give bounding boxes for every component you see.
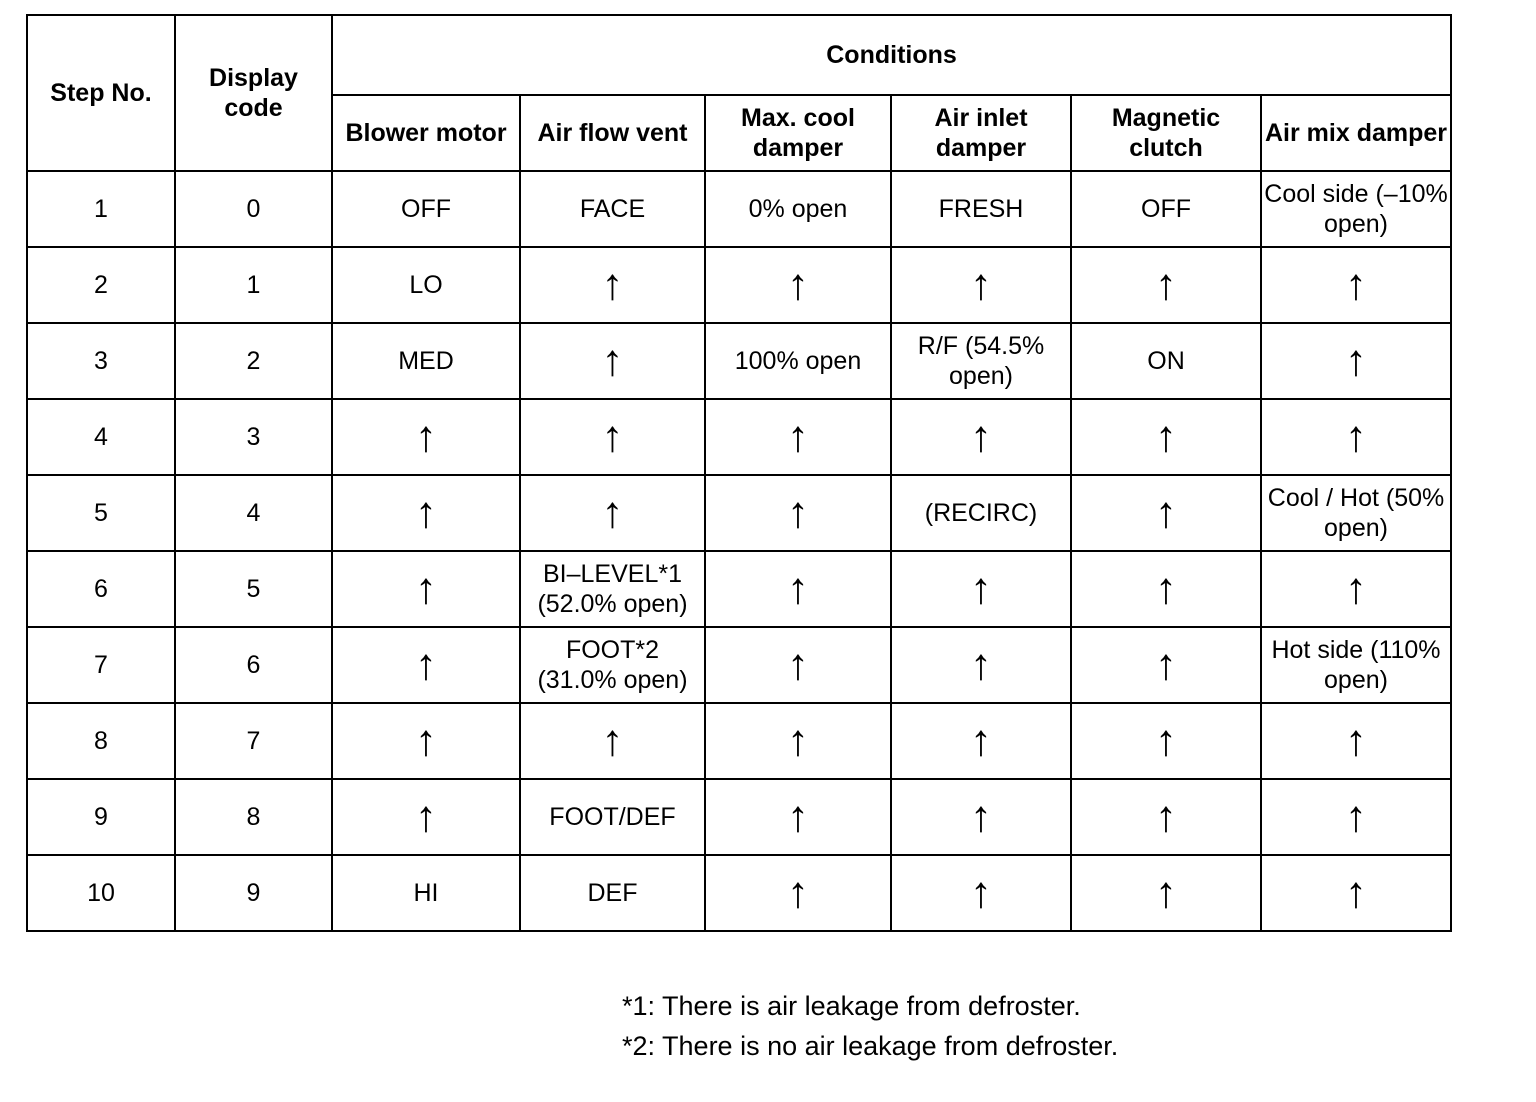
- up-arrow-icon: ↑: [1345, 260, 1368, 309]
- cell-air-inlet-damper-same-as-above: [891, 855, 1071, 931]
- cell-magnetic-clutch-same-as-above: [1071, 627, 1261, 703]
- cell-step-no: 10: [27, 855, 175, 931]
- up-arrow-icon: ↑: [787, 792, 809, 841]
- cell-air-flow-vent: DEF: [520, 855, 705, 931]
- up-arrow-icon: ↑: [970, 868, 992, 917]
- table-row: [27, 627, 1451, 703]
- up-arrow-icon: ↑: [787, 716, 809, 765]
- cell-max-cool-damper-same-as-above: [705, 703, 891, 779]
- cell-blower-motor-same-as-above: [332, 779, 520, 855]
- step-conditions-table: [26, 14, 1452, 932]
- up-arrow-icon: ↑: [601, 412, 624, 461]
- cell-display-code: 7: [175, 703, 332, 779]
- cell-step-no: 4: [27, 399, 175, 475]
- cell-air-mix-damper-same-as-above: [1261, 703, 1451, 779]
- cell-display-code: 8: [175, 779, 332, 855]
- cell-magnetic-clutch-same-as-above: [1071, 475, 1261, 551]
- up-arrow-icon: ↑: [1345, 412, 1368, 461]
- up-arrow-icon: ↑: [1345, 716, 1368, 765]
- cell-air-flow-vent: FACE: [520, 171, 705, 247]
- cell-display-code: 4: [175, 475, 332, 551]
- cell-display-code: 1: [175, 247, 332, 323]
- cell-max-cool-damper: 0% open: [705, 171, 891, 247]
- cell-air-flow-vent: FOOT*2 (31.0% open): [520, 627, 705, 703]
- cell-air-flow-vent-same-as-above: [520, 247, 705, 323]
- table-row: [27, 323, 1451, 399]
- cell-blower-motor: OFF: [332, 171, 520, 247]
- cell-magnetic-clutch-same-as-above: [1071, 247, 1261, 323]
- table-row: [27, 855, 1451, 931]
- up-arrow-icon: ↑: [1345, 336, 1368, 385]
- footnote-2: *2: There is no air leakage from defroster.: [622, 1031, 1119, 1061]
- cell-air-inlet-damper: R/F (54.5% open): [891, 323, 1071, 399]
- cell-step-no: 1: [27, 171, 175, 247]
- cell-air-inlet-damper-same-as-above: [891, 779, 1071, 855]
- header-row-top: [27, 15, 1451, 95]
- cell-air-flow-vent: BI–LEVEL*1 (52.0% open): [520, 551, 705, 627]
- up-arrow-icon: ↑: [601, 336, 624, 385]
- cell-air-inlet-damper-same-as-above: [891, 703, 1071, 779]
- cell-blower-motor-same-as-above: [332, 475, 520, 551]
- up-arrow-icon: ↑: [970, 412, 992, 461]
- cell-air-mix-damper-same-as-above: [1261, 551, 1451, 627]
- table-row: [27, 399, 1451, 475]
- cell-blower-motor: MED: [332, 323, 520, 399]
- header-magnetic-clutch: Magnetic clutch: [1071, 95, 1261, 171]
- table-row: [27, 475, 1451, 551]
- cell-blower-motor: LO: [332, 247, 520, 323]
- header-display-code: Display code: [175, 15, 332, 171]
- cell-max-cool-damper-same-as-above: [705, 399, 891, 475]
- up-arrow-icon: ↑: [1155, 412, 1177, 461]
- cell-magnetic-clutch-same-as-above: [1071, 779, 1261, 855]
- cell-air-flow-vent: FOOT/DEF: [520, 779, 705, 855]
- cell-air-flow-vent-same-as-above: [520, 703, 705, 779]
- table-body: [27, 171, 1451, 931]
- cell-blower-motor: HI: [332, 855, 520, 931]
- up-arrow-icon: ↑: [970, 564, 992, 613]
- up-arrow-icon: ↑: [415, 792, 437, 841]
- cell-air-mix-damper-same-as-above: [1261, 855, 1451, 931]
- cell-magnetic-clutch-same-as-above: [1071, 551, 1261, 627]
- up-arrow-icon: ↑: [787, 488, 809, 537]
- cell-air-mix-damper: Cool / Hot (50% open): [1261, 475, 1451, 551]
- cell-max-cool-damper-same-as-above: [705, 551, 891, 627]
- cell-blower-motor-same-as-above: [332, 551, 520, 627]
- cell-air-mix-damper-same-as-above: [1261, 779, 1451, 855]
- cell-display-code: 3: [175, 399, 332, 475]
- up-arrow-icon: ↑: [415, 716, 437, 765]
- header-blower-motor: Blower motor: [332, 95, 520, 171]
- up-arrow-icon: ↑: [601, 488, 624, 537]
- up-arrow-icon: ↑: [1155, 640, 1177, 689]
- cell-magnetic-clutch: ON: [1071, 323, 1261, 399]
- table-row: [27, 247, 1451, 323]
- cell-magnetic-clutch-same-as-above: [1071, 855, 1261, 931]
- cell-step-no: 5: [27, 475, 175, 551]
- up-arrow-icon: ↑: [970, 792, 992, 841]
- cell-step-no: 2: [27, 247, 175, 323]
- table-row: [27, 703, 1451, 779]
- cell-air-inlet-damper-same-as-above: [891, 551, 1071, 627]
- cell-air-inlet-damper-same-as-above: [891, 627, 1071, 703]
- up-arrow-icon: ↑: [601, 260, 624, 309]
- up-arrow-icon: ↑: [1155, 792, 1177, 841]
- cell-step-no: 3: [27, 323, 175, 399]
- cell-max-cool-damper-same-as-above: [705, 855, 891, 931]
- up-arrow-icon: ↑: [415, 564, 437, 613]
- table-row: [27, 171, 1451, 247]
- cell-air-inlet-damper-same-as-above: [891, 399, 1071, 475]
- cell-air-flow-vent-same-as-above: [520, 323, 705, 399]
- cell-step-no: 6: [27, 551, 175, 627]
- cell-blower-motor-same-as-above: [332, 399, 520, 475]
- up-arrow-icon: ↑: [415, 412, 437, 461]
- up-arrow-icon: ↑: [787, 412, 809, 461]
- up-arrow-icon: ↑: [970, 260, 992, 309]
- cell-step-no: 7: [27, 627, 175, 703]
- table-row: [27, 551, 1451, 627]
- cell-magnetic-clutch-same-as-above: [1071, 703, 1261, 779]
- cell-air-mix-damper-same-as-above: [1261, 247, 1451, 323]
- footnotes: [622, 986, 1118, 1066]
- cell-display-code: 2: [175, 323, 332, 399]
- cell-air-flow-vent-same-as-above: [520, 399, 705, 475]
- up-arrow-icon: ↑: [1155, 260, 1177, 309]
- cell-air-mix-damper: Cool side (–10% open): [1261, 171, 1451, 247]
- footnote-1: *1: There is air leakage from defroster.: [622, 991, 1081, 1021]
- up-arrow-icon: ↑: [601, 716, 624, 765]
- header-step-no: Step No.: [27, 15, 175, 171]
- cell-max-cool-damper-same-as-above: [705, 247, 891, 323]
- cell-air-mix-damper-same-as-above: [1261, 323, 1451, 399]
- cell-step-no: 9: [27, 779, 175, 855]
- cell-display-code: 9: [175, 855, 332, 931]
- cell-air-inlet-damper: FRESH: [891, 171, 1071, 247]
- up-arrow-icon: ↑: [1345, 868, 1368, 917]
- up-arrow-icon: ↑: [970, 640, 992, 689]
- header-max-cool-damper: Max. cool damper: [705, 95, 891, 171]
- up-arrow-icon: ↑: [1345, 564, 1368, 613]
- cell-blower-motor-same-as-above: [332, 703, 520, 779]
- up-arrow-icon: ↑: [1345, 792, 1368, 841]
- cell-air-inlet-damper-same-as-above: [891, 247, 1071, 323]
- cell-display-code: 5: [175, 551, 332, 627]
- up-arrow-icon: ↑: [1155, 564, 1177, 613]
- cell-max-cool-damper-same-as-above: [705, 779, 891, 855]
- header-conditions: Conditions: [332, 15, 1451, 95]
- cell-max-cool-damper-same-as-above: [705, 627, 891, 703]
- cell-blower-motor-same-as-above: [332, 627, 520, 703]
- cell-display-code: 0: [175, 171, 332, 247]
- header-air-inlet-damper: Air inlet damper: [891, 95, 1071, 171]
- up-arrow-icon: ↑: [1155, 868, 1177, 917]
- up-arrow-icon: ↑: [787, 564, 809, 613]
- cell-step-no: 8: [27, 703, 175, 779]
- cell-display-code: 6: [175, 627, 332, 703]
- cell-magnetic-clutch: OFF: [1071, 171, 1261, 247]
- up-arrow-icon: ↑: [970, 716, 992, 765]
- up-arrow-icon: ↑: [787, 640, 809, 689]
- up-arrow-icon: ↑: [1155, 488, 1177, 537]
- header-air-mix-damper: Air mix damper: [1261, 95, 1451, 171]
- table-row: [27, 779, 1451, 855]
- up-arrow-icon: ↑: [787, 260, 809, 309]
- up-arrow-icon: ↑: [415, 640, 437, 689]
- up-arrow-icon: ↑: [1155, 716, 1177, 765]
- cell-magnetic-clutch-same-as-above: [1071, 399, 1261, 475]
- header-air-flow-vent: Air flow vent: [520, 95, 705, 171]
- cell-air-mix-damper: Hot side (110% open): [1261, 627, 1451, 703]
- cell-max-cool-damper-same-as-above: [705, 475, 891, 551]
- cell-air-mix-damper-same-as-above: [1261, 399, 1451, 475]
- up-arrow-icon: ↑: [787, 868, 809, 917]
- cell-air-inlet-damper: (RECIRC): [891, 475, 1071, 551]
- up-arrow-icon: ↑: [415, 488, 437, 537]
- cell-air-flow-vent-same-as-above: [520, 475, 705, 551]
- cell-max-cool-damper: 100% open: [705, 323, 891, 399]
